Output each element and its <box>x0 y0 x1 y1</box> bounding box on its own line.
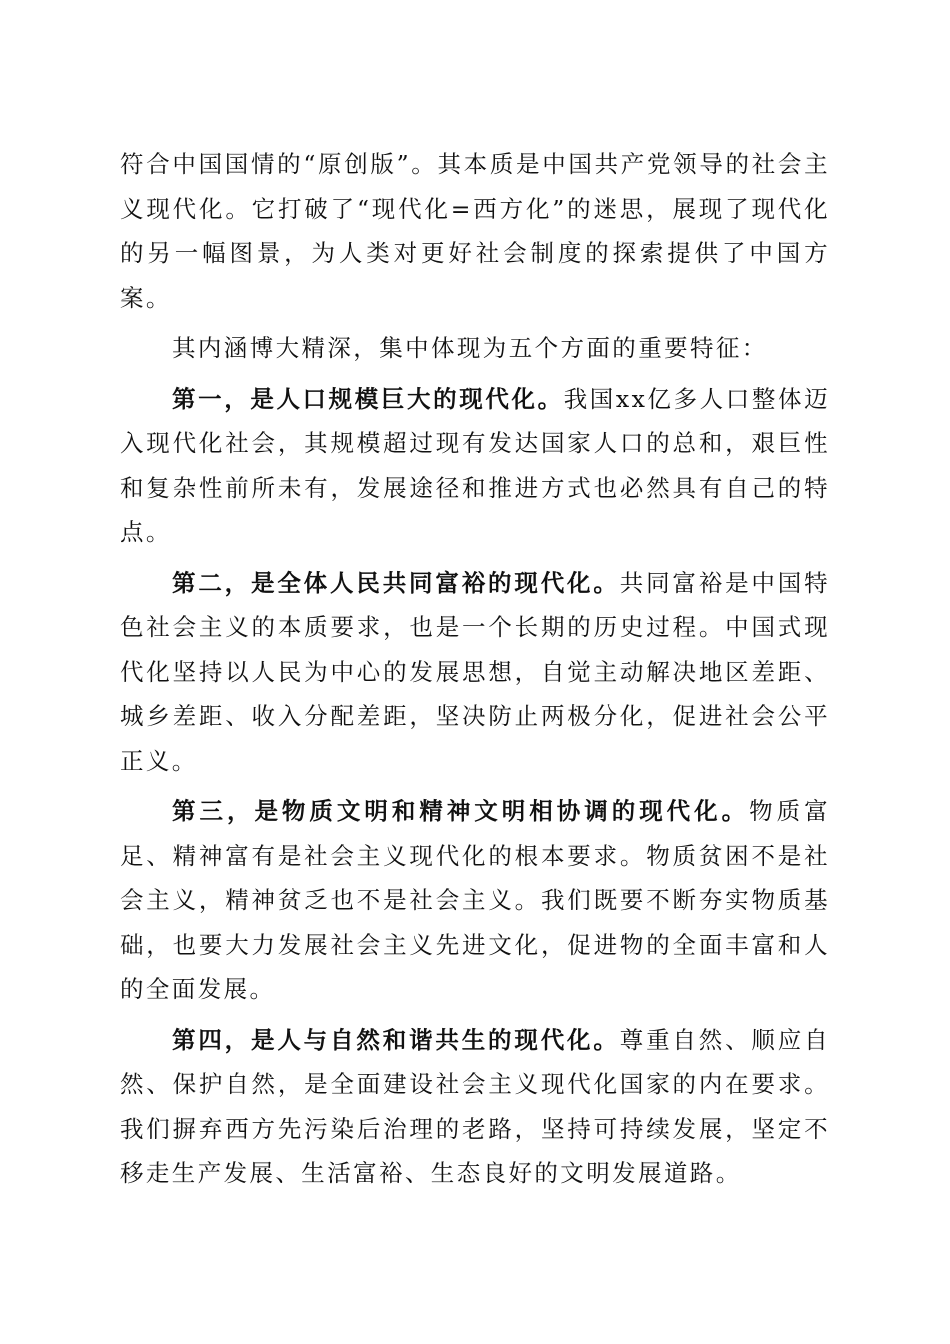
paragraph-feature-1 <box>120 377 830 555</box>
paragraph-feature-2 <box>120 561 830 784</box>
paragraph-text: 共同富裕是中国特色社会主义的本质要求，也是一个长期的历史过程。中国式现代化坚持以人民为中心的发展思想，自觉主动解决地区差距、城乡差距、收入分配差距，坚决防止两极分化，促进社会公平正义。 <box>120 568 830 775</box>
paragraph-continuation <box>120 142 830 320</box>
paragraph-text: 其内涵博大精深，集中体现为五个方面的重要特征： <box>172 334 768 362</box>
document-page <box>120 142 830 1202</box>
paragraph-intro <box>120 326 830 371</box>
paragraph-lead: 第四，是人与自然和谐共生的现代化。 <box>172 1025 620 1054</box>
paragraph-lead: 第三，是物质文明和精神文明相协调的现代化。 <box>172 797 750 825</box>
paragraph-lead: 第二，是全体人民共同富裕的现代化。 <box>172 568 620 597</box>
paragraph-text: 我国xx亿多人口整体迈入现代化社会，其规模超过现有发达国家人口的总和，艰巨性和复杂性前所未有，发展途径和推进方式也必然具有自己的特点。 <box>120 384 831 546</box>
paragraph-text: 物质富足、精神富有是社会主义现代化的根本要求。物质贫困不是社会主义，精神贫乏也不是社会主义。我们既要不断夯实物质基础，也要大力发展社会主义先进文化，促进物的全面丰富和人的全面发展。 <box>120 797 831 1003</box>
paragraph-text: 尊重自然、顺应自然、保护自然，是全面建设社会主义现代化国家的内在要求。我们摒弃西方先污染后治理的老路，坚持可持续发展，坚定不移走生产发展、生活富裕、生态良好的文明发展道路。 <box>120 1025 830 1187</box>
paragraph-text: 符合中国国情的“原创版”。其本质是中国共产党领导的社会主义现代化。它打破了“现代化=西方化”的迷思，展现了现代化的另一幅图景，为人类对更好社会制度的探索提供了中国方案。 <box>120 150 830 312</box>
paragraph-lead: 第一，是人口规模巨大的现代化。 <box>172 384 564 413</box>
paragraph-feature-4 <box>120 1018 830 1196</box>
paragraph-feature-3 <box>120 789 830 1012</box>
